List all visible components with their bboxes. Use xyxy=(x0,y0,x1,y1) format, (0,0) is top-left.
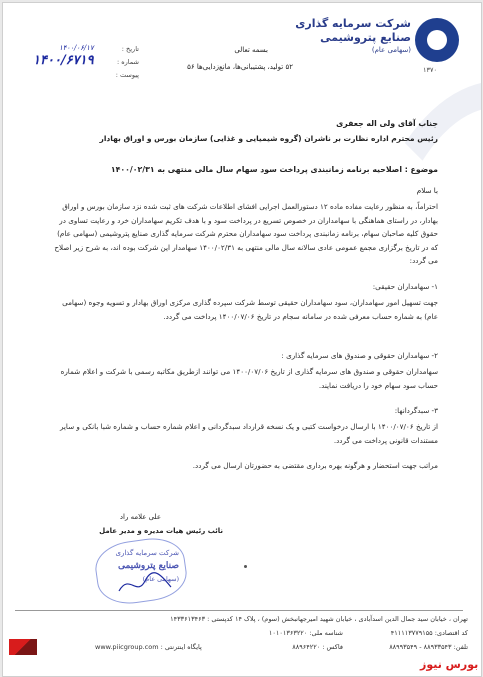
footer-address: تهران ، خیابان سید جمال الدین اسدآبادی ، خیابان شهید امیرجهانبخش (سوم) ، پلاک ۱۴ کدپستی : ۱۴۳۳۶۱۳۴۶۳ xyxy=(170,615,468,623)
number-label: شماره : xyxy=(117,58,139,66)
body-paragraph-intro: احتراماً، به منظور رعایت مفاده ماده ۱۲ دستورالعمل اجرایی افشای اطلاعات شرکت های ثبت شده نزد سازمان بورس و اوراق بهادار، در راستای هماهنگی با سهامداران در خصوص تسریع در پرداخت سود و با هدف تکریم سهامداران خرد و رعایت تساوی در حقوق کلیه صاحبان سهام، برنامه زمانبندی پرداخت سود سهامداران محترم شرکت سرمایه گذاری صنایع پتروشیمی (سهامی عام) که در تاریخ برگزاری مجمع عمومی عادی سالانه سال مالی منتهی به ۱۴۰۰/۰۲/۳۱ سهامدار این شرکت بوده اند، به شرح زیر اصلاح می گردد: xyxy=(54,202,438,265)
signatory-title: نائب رئیس هیات مدیره و مدیر عامل xyxy=(99,527,223,535)
greeting: با سلام xyxy=(416,186,438,195)
recipient-name: جناب آقای ولی اله جعفری xyxy=(336,119,438,128)
footer-fax: فاکس : ۸۸۹۶۴۲۲۰ xyxy=(292,643,343,651)
footer-website[interactable]: www.piicgroup.com : پایگاه اینترنتی xyxy=(95,643,202,651)
attachment-label: پیوست : xyxy=(115,71,139,79)
tagline: ۵۲ تولید، پشتیبانی‌ها، مانع‌زدایی‌ها ۵۶ xyxy=(187,63,293,71)
item-body-3: از تاریخ ۱۴۰۰/۰۷/۰۶ با ارسال درخواست کتبی و یک نسخه قرارداد سبدگردانی و اعلام شماره حساب و شماره شبا بانکی و سایر مستندات قانونی پرداخت می گردد. xyxy=(59,422,438,445)
item-body-1: جهت تسهیل امور سهامداران، سود سهامداران حقیقی توسط شرکت سپرده گذاری مرکزی اوراق بهادار و تسویه وجوه (سهامی عام) به شماره حساب معرفی شده در سامانه سجام در تاریخ ۱۴۰۰/۰۷/۰۶ پرداخت می گردد. xyxy=(62,298,438,321)
signatory-name: علی علامه راد xyxy=(119,513,161,521)
punch-hole-mark xyxy=(244,565,247,568)
footer-phone: تلفن: ۸۸۹۳۳۵۴۳ - ۸۸۹۹۳۵۴۹ xyxy=(389,643,468,651)
date-label: تاریخ : xyxy=(121,45,139,53)
footer-national-id: شناسه ملی: ۱۰۱۰۱۳۶۳۲۲۰ xyxy=(268,629,343,637)
item-heading-2: ۲- سهامداران حقوقی و صندوق های سرمایه گذاری : xyxy=(281,351,438,360)
signature-scribble xyxy=(115,569,175,599)
stamp-line-2: صنایع پتروشیمی xyxy=(117,561,179,571)
subject-line: موضوع : اصلاحیه برنامه زمانبندی پرداخت سود سهام سال مالی منتهی به ۱۴۰۰/۰۲/۳۱ xyxy=(110,165,438,174)
item-body-2: سهامداران حقوقی و صندوق های سرمایه گذاری از تاریخ ۱۴۰۰/۰۷/۰۶ می توانند ازطریق مکاتبه رسمی با شرکت و اعلام شماره حساب سود سهام خود را دریافت نمایند. xyxy=(60,367,438,390)
item-heading-1: ۱- سهامداران حقیقی: xyxy=(372,282,438,291)
footer-divider xyxy=(15,610,463,611)
company-name-2: صنایع پتروشیمی xyxy=(320,31,411,44)
company-name: شرکت سرمایه گذاری xyxy=(295,17,411,30)
emblem-icon xyxy=(9,639,37,655)
recipient-title: رئیس محترم اداره نظارت بر ناشران (گروه شیمیایی و غذایی) سازمان بورس و اوراق بهادار xyxy=(99,134,438,143)
logo-year: ۱۳۷۰ xyxy=(423,66,437,74)
bismillah: بسمه تعالی xyxy=(234,46,268,54)
company-logo-icon xyxy=(415,18,459,62)
stamp-line-3: (سهامی عام) xyxy=(142,575,179,583)
company-type: (سهامی عام) xyxy=(371,46,411,54)
watermark-logo: بورس نیوز xyxy=(420,658,479,671)
stamp-line-1: شرکت سرمایه گذاری xyxy=(115,549,179,557)
date-value: ۱۴۰۰/۰۶/۱۷ xyxy=(59,44,94,52)
item-heading-3: ۳- سبدگردانها: xyxy=(394,406,438,415)
letter-page xyxy=(2,2,482,677)
number-value: ۱۴۰۰/۶۷۱۹ xyxy=(33,53,94,68)
footer-economic-code: کد اقتصادی: ۴۱۱۱۱۳۷۷۹۱۵۵ xyxy=(390,629,468,637)
closing-paragraph: مراتب جهت استحضار و هرگونه بهره برداری مقتضی به حضورتان ارسال می گردد. xyxy=(192,461,438,470)
